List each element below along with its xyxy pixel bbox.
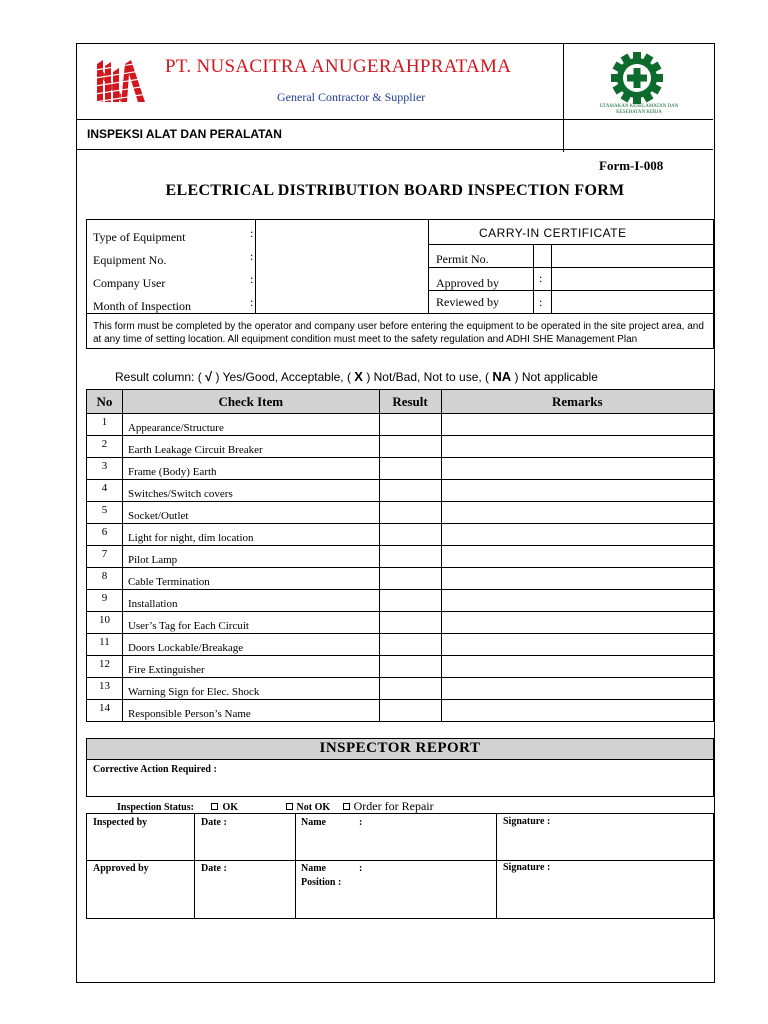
check-item: Warning Sign for Elec. Shock [122,678,379,700]
table-row [87,524,714,546]
approved-position-field[interactable]: Position : [301,877,342,888]
result-cell[interactable] [379,656,441,678]
remarks-cell[interactable] [441,700,713,722]
approved-name-field[interactable]: Name [301,863,326,874]
row-number: 6 [87,524,123,546]
remarks-cell[interactable] [441,678,713,700]
month-of-inspection-label: Month of Inspection [93,299,191,313]
row-number: 8 [87,568,123,590]
section-bar [77,120,713,150]
company-user-label: Company User [93,276,166,290]
remarks-cell[interactable] [441,634,713,656]
remarks-cell[interactable] [441,436,713,458]
table-row [87,414,714,436]
table-row [87,546,714,568]
check-item: Earth Leakage Circuit Breaker [122,436,379,458]
letterhead [77,44,713,120]
check-item: Appearance/Structure [122,414,379,436]
inspected-by-label: Inspected by [93,817,148,828]
approved-by-field[interactable]: : [539,271,543,285]
order-for-repair-checkbox[interactable] [343,803,350,810]
approved-name-colon: : [359,863,363,874]
month-of-inspection-field[interactable]: : [250,295,254,309]
table-row [87,634,714,656]
row-number: 9 [87,590,123,612]
row-number: 11 [87,634,123,656]
check-item: Light for night, dim location [122,524,379,546]
result-cell[interactable] [379,590,441,612]
permit-no-label: Permit No. [436,252,489,266]
result-cell[interactable] [379,612,441,634]
section-title: INSPEKSI ALAT DAN PERALATAN [87,127,282,141]
table-row [87,436,714,458]
result-cell[interactable] [379,524,441,546]
col-header-no: No [87,390,123,414]
corrective-action-label: Corrective Action Required : [93,764,217,775]
approved-by-label: Approved by [436,276,499,290]
row-number: 12 [87,656,123,678]
row-number: 5 [87,502,123,524]
table-row [87,480,714,502]
table-row [87,458,714,480]
carry-in-certificate-title: CARRY-IN CERTIFICATE [479,226,627,240]
check-item: Doors Lockable/Breakage [122,634,379,656]
form-title: ELECTRICAL DISTRIBUTION BOARD INSPECTION FORM [165,182,625,199]
result-cell[interactable] [379,700,441,722]
col-header-result: Result [379,390,441,414]
result-cell[interactable] [379,546,441,568]
signature-block [86,813,714,919]
remarks-cell[interactable] [441,568,713,590]
check-item: Frame (Body) Earth [122,458,379,480]
approved-by-sign-label: Approved by [93,863,149,874]
check-item: Responsible Person’s Name [122,700,379,722]
approved-signature-field[interactable]: Signature : [503,862,551,873]
corrective-action-field[interactable] [86,760,714,797]
result-cell[interactable] [379,458,441,480]
check-item: Cable Termination [122,568,379,590]
order-for-repair-label: Order for Repair [353,799,434,813]
inspected-name-colon: : [359,817,363,828]
remarks-cell[interactable] [441,502,713,524]
col-header-remarks: Remarks [441,390,713,414]
row-number: 2 [87,436,123,458]
k3-slogan: UTAMAKAN KESELAMATAN DAN KESEHATAN KERJA [599,104,679,115]
type-of-equipment-label: Type of Equipment [93,230,186,244]
reviewed-by-field[interactable]: : [539,295,543,309]
remarks-cell[interactable] [441,458,713,480]
inspector-report-title: INSPECTOR REPORT [86,738,714,760]
check-table [86,389,714,722]
inspected-signature-field[interactable]: Signature : [503,816,551,827]
result-legend: Result column: ( √ ) Yes/Good, Acceptable, ( X ) Not/Bad, Not to use, ( NA ) Not applicable [115,369,598,384]
equipment-no-label: Equipment No. [93,253,167,267]
remarks-cell[interactable] [441,656,713,678]
remarks-cell[interactable] [441,524,713,546]
result-cell[interactable] [379,634,441,656]
form-frame [76,43,715,983]
company-name: PT. NUSACITRA ANUGERAHPRATAMA [165,56,512,77]
inspected-name-field[interactable]: Name [301,817,326,828]
result-cell[interactable] [379,502,441,524]
row-number: 4 [87,480,123,502]
table-row [87,612,714,634]
inspection-status [117,799,434,814]
not-ok-option-label: Not OK [296,802,331,813]
inspected-date-field[interactable]: Date : [201,817,227,828]
table-row [87,656,714,678]
result-cell[interactable] [379,436,441,458]
remarks-cell[interactable] [441,590,713,612]
remarks-cell[interactable] [441,414,713,436]
type-of-equipment-field[interactable]: : [250,226,254,240]
col-header-check-item: Check Item [122,390,379,414]
not-ok-checkbox[interactable] [286,803,293,810]
result-cell[interactable] [379,568,441,590]
remarks-cell[interactable] [441,612,713,634]
table-row [87,568,714,590]
result-cell[interactable] [379,678,441,700]
company-logo-icon [95,58,147,104]
remarks-cell[interactable] [441,546,713,568]
table-row [87,678,714,700]
inspection-status-label: Inspection Status: [117,802,194,813]
company-tagline: General Contractor & Supplier [277,90,426,104]
result-cell[interactable] [379,414,441,436]
equipment-no-field[interactable]: : [250,249,254,263]
row-number: 3 [87,458,123,480]
check-item: Pilot Lamp [122,546,379,568]
ok-option-label: OK [222,802,239,813]
table-row [87,590,714,612]
form-code: Form-I-008 [599,158,664,173]
row-number: 14 [87,700,123,722]
table-row [87,502,714,524]
approved-date-field[interactable]: Date : [201,863,227,874]
equipment-info-block [86,219,714,349]
ok-checkbox[interactable] [211,803,218,810]
check-item: Switches/Switch covers [122,480,379,502]
company-user-field[interactable]: : [250,272,254,286]
result-cell[interactable] [379,480,441,502]
check-item: Installation [122,590,379,612]
check-item: Fire Extinguisher [122,656,379,678]
check-item: Socket/Outlet [122,502,379,524]
instruction-note: This form must be completed by the operator and company user before entering the equipment to be operated in the site project area, and at any time of setting location. All equipment condition must meet to the safety regulation and ADHI SHE Management Plan [93,321,704,345]
row-number: 7 [87,546,123,568]
row-number: 1 [87,414,123,436]
row-number: 10 [87,612,123,634]
row-number: 13 [87,678,123,700]
reviewed-by-label: Reviewed by [436,295,499,309]
remarks-cell[interactable] [441,480,713,502]
check-item: User’s Tag for Each Circuit [122,612,379,634]
table-row [87,700,714,722]
